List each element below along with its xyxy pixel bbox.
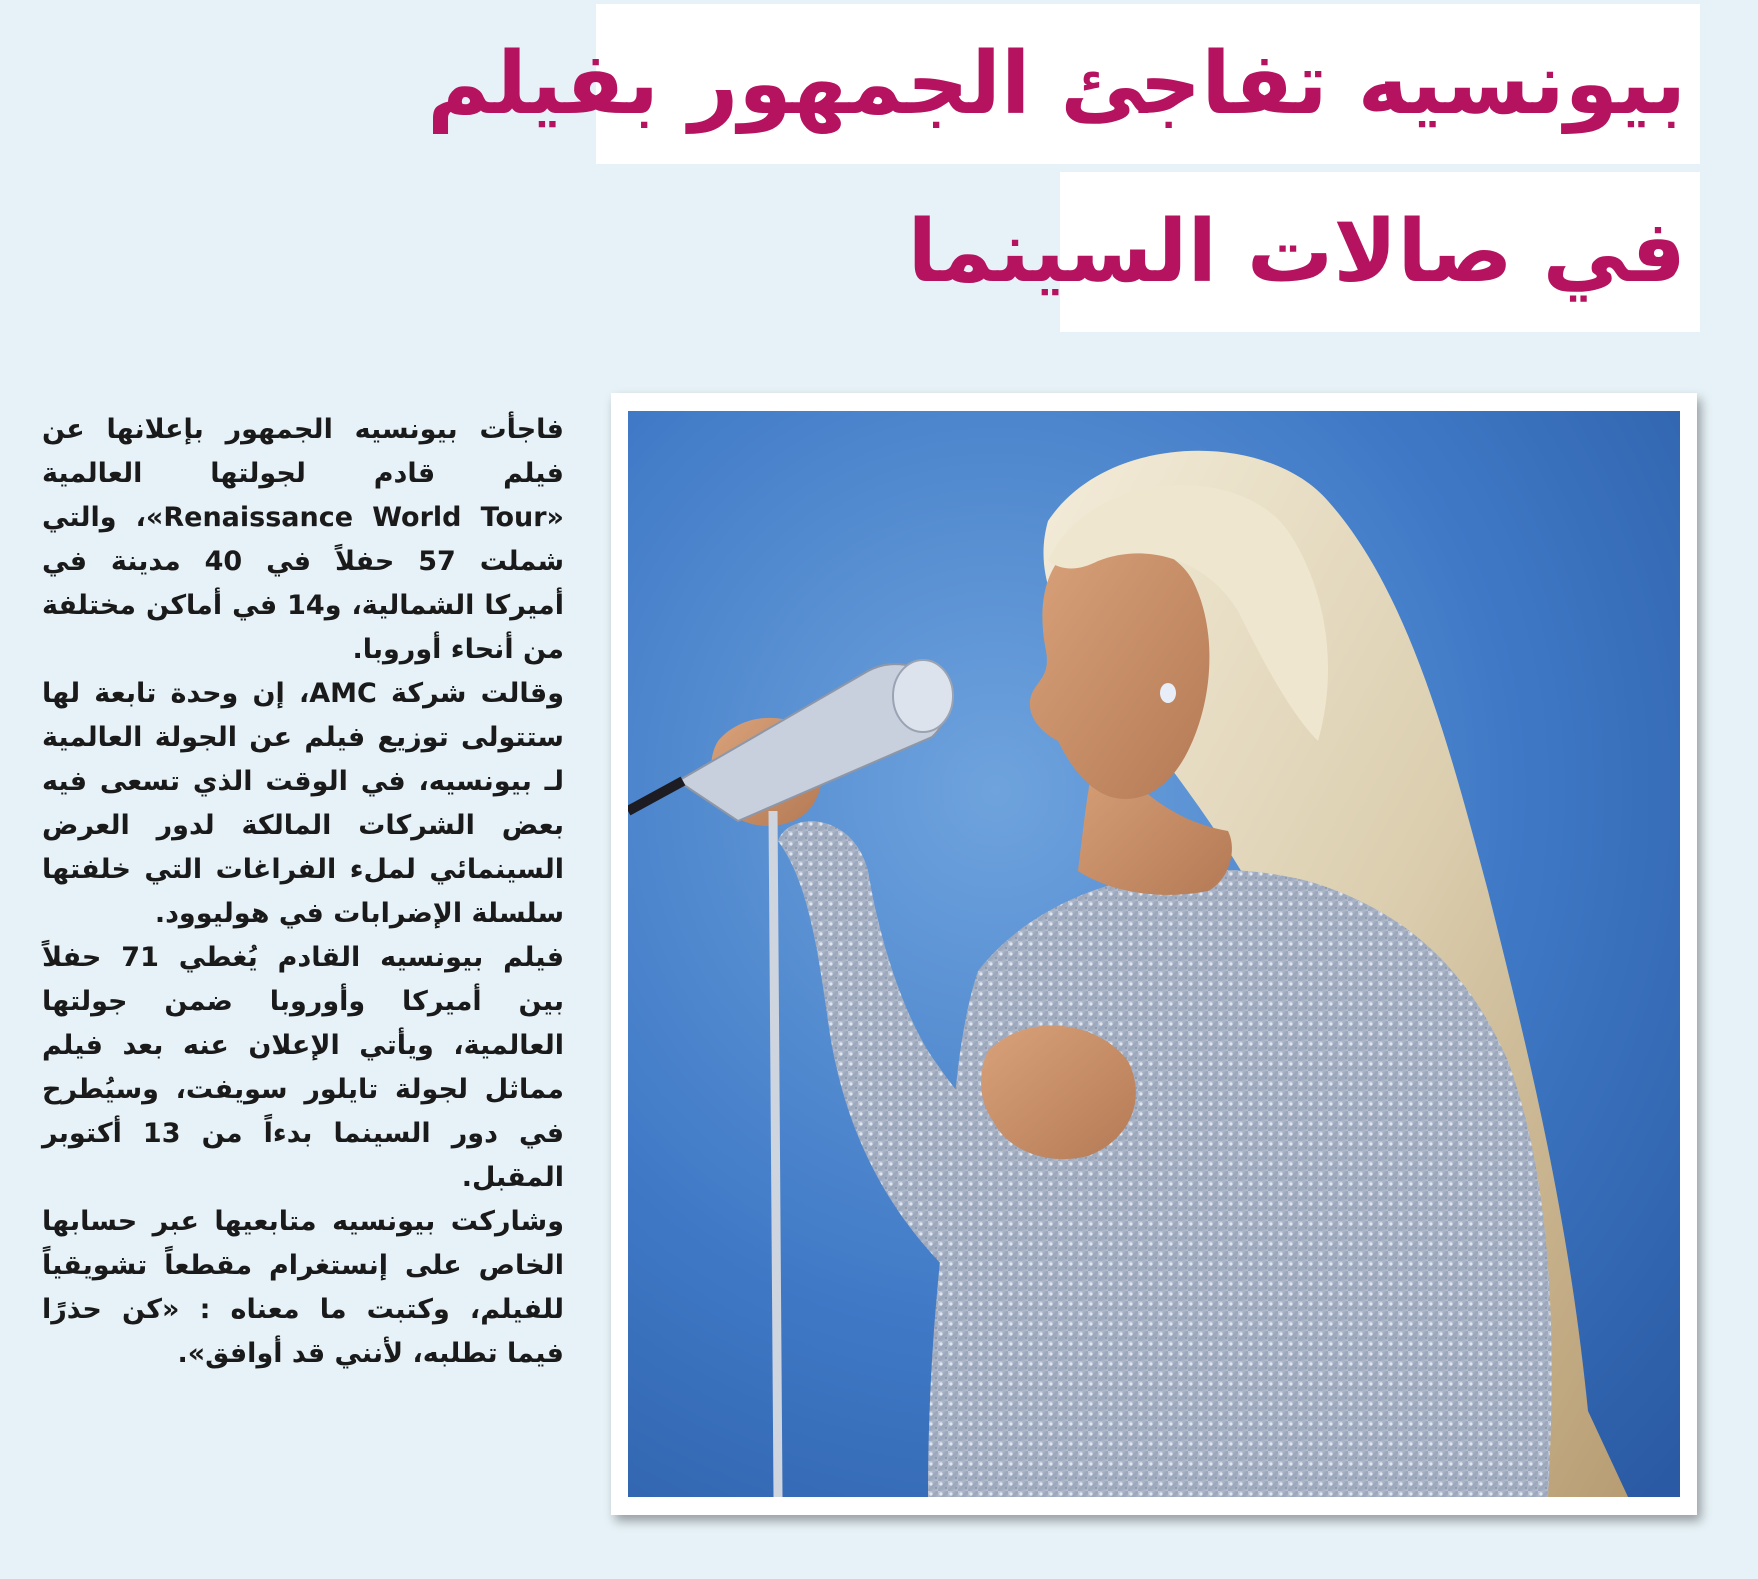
- mic-head: [893, 660, 953, 732]
- headline-line-2-text: في صالات السينما: [907, 202, 1686, 302]
- article-paragraph-1: فاجأت بيونسيه الجمهور بإعلانها عن فيلم قادم لجولتها العالمية «Renaissance World Tour»، والتي شملت 57 حفلاً في 40 مدينة في أميركا الشمالية، و14 في أماكن مختلفة من أنحاء أوروبا.: [42, 414, 564, 665]
- article-paragraph-3: فيلم بيونسيه القادم يُغطي 71 حفلاً بين أميركا وأوروبا ضمن جولتها العالمية، ويأتي الإعلان عنه بعد فيلم مماثل لجولة تايلور سويفت، وسيُطرح في دور السينما بدءاً من 13 أكتوبر المقبل.: [42, 942, 564, 1193]
- headline-line-1-text: بيونسيه تفاجئ الجمهور بفيلم: [427, 34, 1686, 134]
- headline-line-1: [427, 4, 1700, 164]
- article-paragraph-4: وشاركت بيونسيه متابعيها عبر حسابها الخاص على إنستغرام مقطعاً تشويقياً للفيلم، وكتبت ما معناه : «كن حذرًا فيما تطلبه، لأنني قد أوافق».: [42, 1206, 564, 1369]
- article-body: [42, 408, 564, 1376]
- headline-line-2: [907, 172, 1700, 332]
- singer-photo: [628, 411, 1680, 1497]
- mic-stand: [773, 811, 778, 1497]
- photo-frame: [611, 393, 1697, 1515]
- earring: [1160, 683, 1176, 703]
- article-paragraph-2: وقالت شركة AMC، إن وحدة تابعة لها ستتولى توزيع فيلم عن الجولة العالمية لـ بيونسيه، في الوقت الذي تسعى فيه بعض الشركات المالكة لدور العرض السينمائي لملء الفراغات التي خلفتها سلسلة الإضرابات في هوليوود.: [42, 678, 565, 929]
